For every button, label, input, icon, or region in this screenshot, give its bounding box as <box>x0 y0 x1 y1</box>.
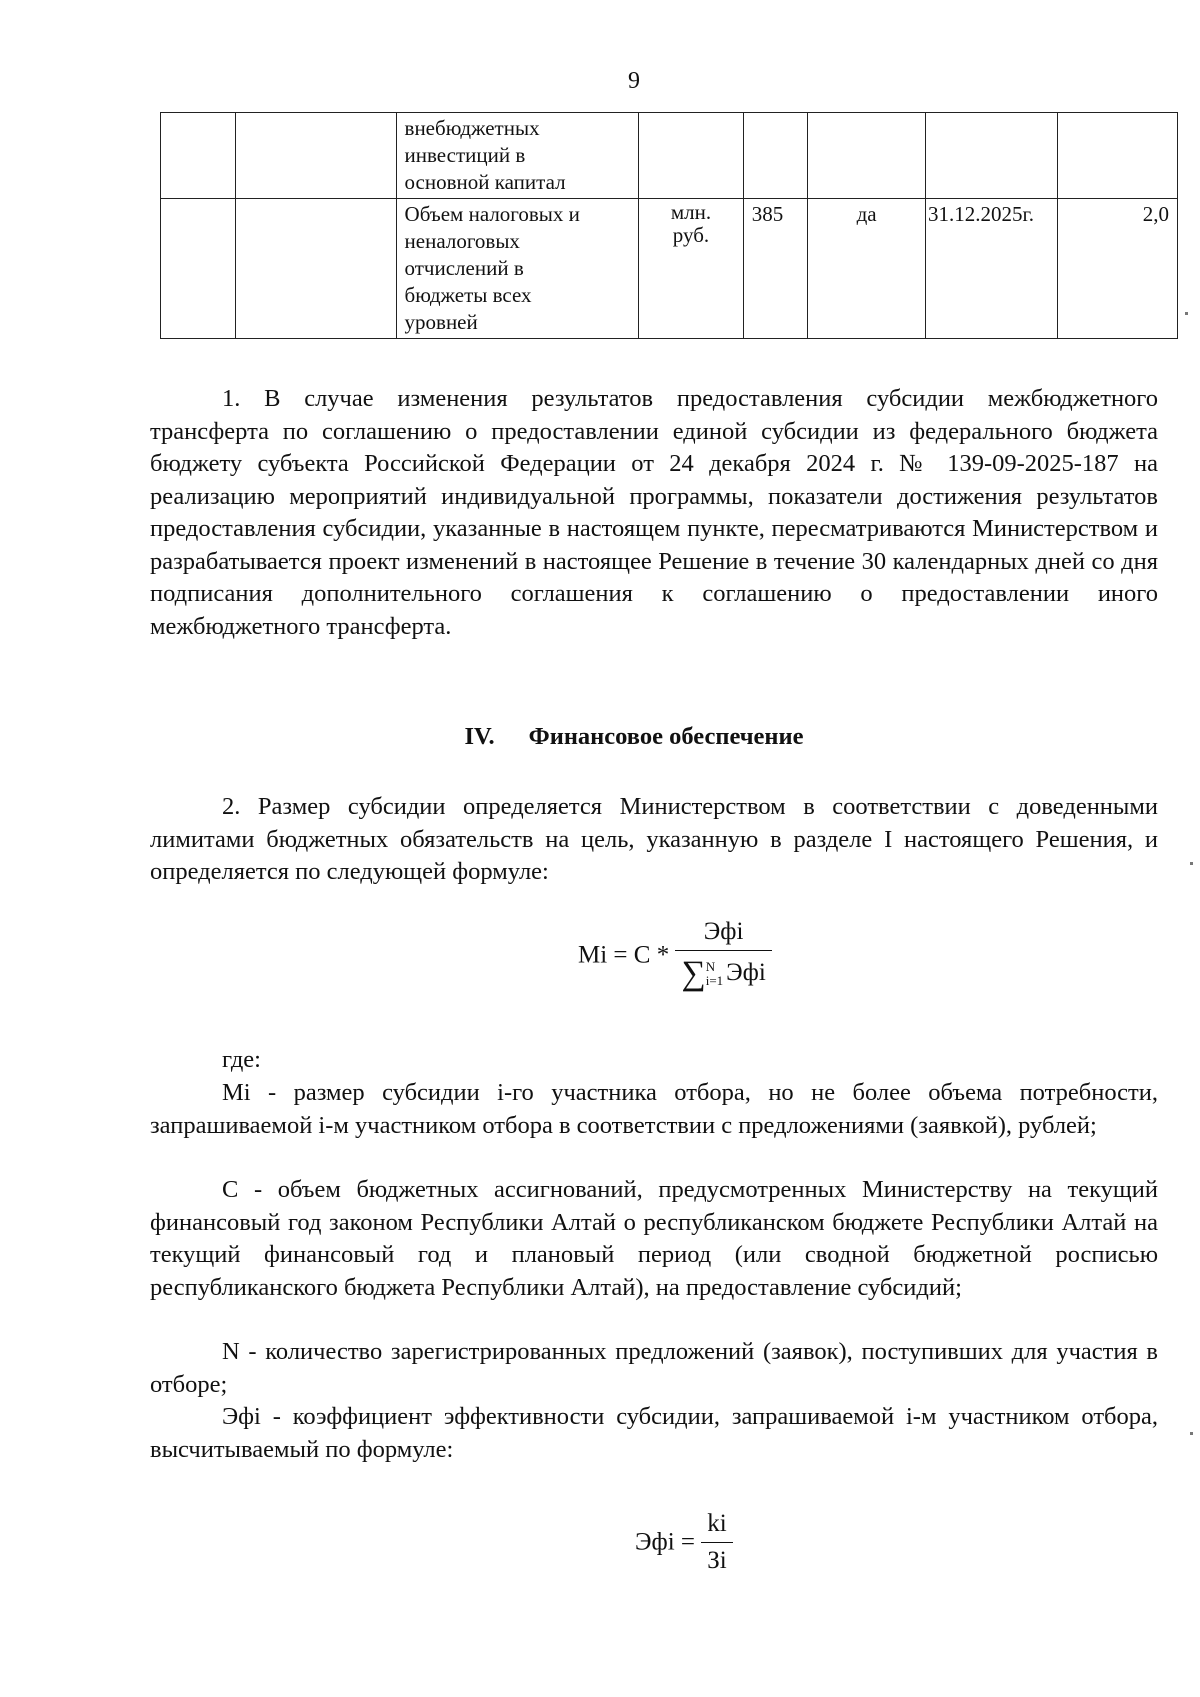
table-row <box>161 113 1178 199</box>
scan-speck <box>1185 312 1188 315</box>
scan-speck <box>1190 862 1193 865</box>
section-heading <box>0 723 1200 751</box>
lower-limit: i=1 <box>705 973 724 989</box>
formula-numerator: ki <box>701 1510 732 1543</box>
paragraph-1: 1. В случае изменения результатов предоставления субсидии межбюджетного трансферта по соглашению о предоставлении единой субсидии из федерального бюджета бюджету субъекта Российской Федерации от 24 декабря 2024 г. № 139-09-2025-187 на реализацию мероприятий индивидуальной программы, показатели достижения результатов предоставления субсидии, указанные в настоящем пункте, пересматриваются Министерством и разрабатывается проект изменений в настоящее Решение в течение 30 календарных дней со дня подписания дополнительного соглашения к соглашению о предоставлении иного межбюджетного трансферта. <box>150 385 1158 640</box>
formula-denominator <box>675 951 771 993</box>
formula-subsidy-size <box>578 918 772 993</box>
formula-efficiency <box>635 1510 733 1575</box>
formula-numerator: Эфi <box>675 918 771 951</box>
sigma-symbol: ∑ <box>681 955 706 992</box>
definition-n: N - количество зарегистрированных предложений (заявок), поступивших для участия в отборе; <box>150 1338 1158 1398</box>
scan-speck <box>1190 1432 1193 1435</box>
table-row <box>161 199 1178 339</box>
definition-c: C - объем бюджетных ассигнований, предусмотренных Министерству на текущий финансовый год законом Республики Алтай о республиканском бюджете Республики Алтай на текущий финансовый год и плановый период (или сводной бюджетной росписью республиканского бюджета Республики Алтай), на предоставление субсидий; <box>150 1176 1158 1301</box>
formula-lhs: Mi = C * <box>578 941 670 969</box>
formula-fraction <box>675 918 771 993</box>
paragraph-2: 2. Размер субсидии определяется Министерством в соответствии с доведенными лимитами бюджетных обязательств на цель, указанную в разделе I настоящего Решения, и определяется по следующей формуле: <box>150 793 1158 885</box>
where-label: где: <box>222 1046 261 1073</box>
formula-fraction <box>701 1510 732 1575</box>
denominator-term: Эфi <box>726 959 766 986</box>
indicator-cell: внебюджетных инвестиций в основной капитал <box>396 113 639 199</box>
upper-limit: N <box>705 959 716 975</box>
section-title: Финансовое обеспечение <box>528 723 804 750</box>
definition-mi: Mi - размер субсидии i-го участника отбора, но не более объема потребности, запрашиваемой i-м участником отбора в соответствии с предложениями (заявкой), рублей; <box>150 1079 1158 1139</box>
indicators-table <box>160 112 1178 339</box>
formula-lhs: Эфi = <box>635 1528 695 1556</box>
indicator-cell: Объем налоговых и неналоговых отчислений в бюджеты всех уровней <box>396 199 639 339</box>
date-cell: 31.12.2025г. <box>925 199 1057 339</box>
definition-efi: Эфi - коэффициент эффективности субсидии, запрашиваемой i-м участником отбора, высчитываемый по формуле: <box>150 1403 1158 1463</box>
value-cell: 385 <box>743 199 808 339</box>
flag-cell: да <box>808 199 926 339</box>
formula-denominator: Зi <box>707 1547 727 1574</box>
page-number: 9 <box>628 68 640 94</box>
section-number: IV. <box>464 723 495 750</box>
score-cell: 2,0 <box>1058 199 1178 339</box>
unit-cell: млн. руб. <box>639 199 743 339</box>
